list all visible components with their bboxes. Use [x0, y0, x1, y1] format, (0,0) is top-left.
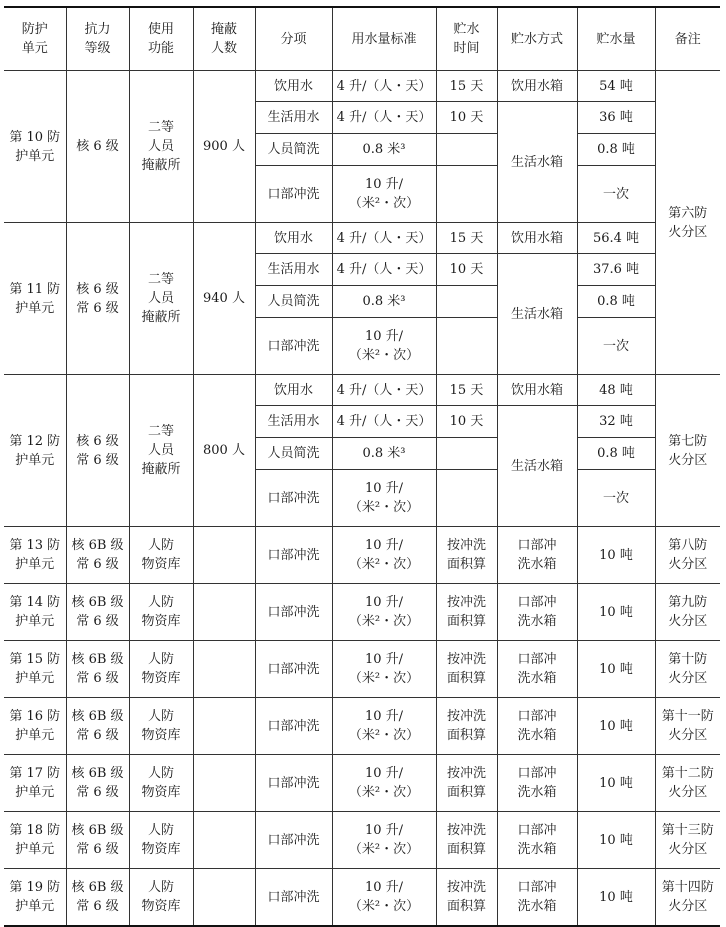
standard-cell: 10 升/ （米²・次）	[332, 318, 436, 375]
time-cell: 按冲洗 面积算	[436, 641, 497, 698]
time-cell: 15 天	[436, 223, 497, 254]
quantity-cell: 10 吨	[577, 641, 655, 698]
item-cell: 口部冲洗	[255, 166, 332, 223]
level-cell: 核 6 级 常 6 级	[66, 375, 129, 527]
item-cell: 生活用水	[255, 254, 332, 286]
people-cell	[193, 527, 255, 584]
table-row	[4, 812, 720, 869]
unit-cell: 第 17 防 护单元	[4, 755, 66, 812]
function-cell: 二等 人员 掩蔽所	[129, 223, 193, 375]
level-cell: 核 6B 级 常 6 级	[66, 584, 129, 641]
people-cell	[193, 869, 255, 927]
time-cell: 10 天	[436, 102, 497, 134]
table-row	[4, 698, 720, 755]
time-cell	[436, 166, 497, 223]
note-cell: 第十四防 火分区	[655, 869, 720, 927]
function-cell: 人防 物资库	[129, 584, 193, 641]
item-cell: 口部冲洗	[255, 527, 332, 584]
method-cell: 口部冲 洗水箱	[497, 755, 577, 812]
function-cell: 人防 物资库	[129, 869, 193, 927]
header-people: 掩蔽 人数	[193, 7, 255, 71]
standard-cell: 10 升/ （米²・次）	[332, 470, 436, 527]
unit-cell: 第 15 防 护单元	[4, 641, 66, 698]
method-cell: 饮用水箱	[497, 375, 577, 406]
level-cell: 核 6 级 常 6 级	[66, 223, 129, 375]
people-cell	[193, 584, 255, 641]
table-row	[4, 71, 720, 102]
table-row	[4, 223, 720, 254]
time-cell	[436, 286, 497, 318]
quantity-cell: 一次	[577, 166, 655, 223]
header-function: 使用 功能	[129, 7, 193, 71]
quantity-cell: 54 吨	[577, 71, 655, 102]
people-cell	[193, 698, 255, 755]
level-cell: 核 6B 级 常 6 级	[66, 698, 129, 755]
standard-cell: 10 升/ （米²・次）	[332, 755, 436, 812]
item-cell: 口部冲洗	[255, 755, 332, 812]
unit-cell: 第 10 防 护单元	[4, 71, 66, 223]
table-row	[4, 755, 720, 812]
item-cell: 饮用水	[255, 375, 332, 406]
people-cell	[193, 812, 255, 869]
method-cell: 口部冲 洗水箱	[497, 812, 577, 869]
function-cell: 人防 物资库	[129, 641, 193, 698]
method-cell: 口部冲 洗水箱	[497, 641, 577, 698]
item-cell: 饮用水	[255, 71, 332, 102]
function-cell: 人防 物资库	[129, 698, 193, 755]
level-cell: 核 6B 级 常 6 级	[66, 755, 129, 812]
method-cell: 生活水箱	[497, 406, 577, 527]
method-cell: 饮用水箱	[497, 71, 577, 102]
standard-cell: 4 升/（人・天）	[332, 254, 436, 286]
note-cell: 第十防 火分区	[655, 641, 720, 698]
quantity-cell: 0.8 吨	[577, 286, 655, 318]
unit-cell: 第 13 防 护单元	[4, 527, 66, 584]
standard-cell: 10 升/ （米²・次）	[332, 527, 436, 584]
method-cell: 生活水箱	[497, 102, 577, 223]
function-cell: 人防 物资库	[129, 755, 193, 812]
header-item: 分项	[255, 7, 332, 71]
header-quantity: 贮水量	[577, 7, 655, 71]
quantity-cell: 10 吨	[577, 584, 655, 641]
time-cell: 按冲洗 面积算	[436, 755, 497, 812]
note-cell: 第九防 火分区	[655, 584, 720, 641]
quantity-cell: 48 吨	[577, 375, 655, 406]
standard-cell: 4 升/（人・天）	[332, 223, 436, 254]
unit-cell: 第 19 防 护单元	[4, 869, 66, 927]
standard-cell: 10 升/ （米²・次）	[332, 584, 436, 641]
table-wrapper	[4, 6, 720, 927]
time-cell: 按冲洗 面积算	[436, 527, 497, 584]
item-cell: 口部冲洗	[255, 584, 332, 641]
note-cell: 第十三防 火分区	[655, 812, 720, 869]
item-cell: 生活用水	[255, 102, 332, 134]
method-cell: 生活水箱	[497, 254, 577, 375]
item-cell: 口部冲洗	[255, 470, 332, 527]
time-cell: 10 天	[436, 406, 497, 438]
method-cell: 口部冲 洗水箱	[497, 869, 577, 927]
header-unit: 防护 单元	[4, 7, 66, 71]
quantity-cell: 0.8 吨	[577, 134, 655, 166]
standard-cell: 0.8 米³	[332, 134, 436, 166]
time-cell: 15 天	[436, 375, 497, 406]
standard-cell: 10 升/ （米²・次）	[332, 698, 436, 755]
standard-cell: 4 升/（人・天）	[332, 102, 436, 134]
quantity-cell: 10 吨	[577, 527, 655, 584]
method-cell: 口部冲 洗水箱	[497, 584, 577, 641]
item-cell: 人员简洗	[255, 438, 332, 470]
quantity-cell: 37.6 吨	[577, 254, 655, 286]
quantity-cell: 32 吨	[577, 406, 655, 438]
time-cell: 15 天	[436, 71, 497, 102]
item-cell: 口部冲洗	[255, 641, 332, 698]
item-cell: 口部冲洗	[255, 869, 332, 927]
people-cell	[193, 755, 255, 812]
time-cell: 按冲洗 面积算	[436, 869, 497, 927]
quantity-cell: 一次	[577, 470, 655, 527]
unit-cell: 第 18 防 护单元	[4, 812, 66, 869]
header-standard: 用水量标准	[332, 7, 436, 71]
method-cell: 口部冲 洗水箱	[497, 698, 577, 755]
unit-cell: 第 11 防 护单元	[4, 223, 66, 375]
people-cell	[193, 641, 255, 698]
quantity-cell: 10 吨	[577, 698, 655, 755]
people-cell: 800 人	[193, 375, 255, 527]
time-cell: 按冲洗 面积算	[436, 812, 497, 869]
standard-cell: 4 升/（人・天）	[332, 71, 436, 102]
header-method: 贮水方式	[497, 7, 577, 71]
function-cell: 人防 物资库	[129, 812, 193, 869]
header-note: 备注	[655, 7, 720, 71]
method-cell: 口部冲 洗水箱	[497, 527, 577, 584]
quantity-cell: 10 吨	[577, 755, 655, 812]
header-row	[4, 7, 720, 71]
people-cell: 940 人	[193, 223, 255, 375]
time-cell: 按冲洗 面积算	[436, 584, 497, 641]
item-cell: 人员简洗	[255, 286, 332, 318]
time-cell: 按冲洗 面积算	[436, 698, 497, 755]
header-time: 贮水 时间	[436, 7, 497, 71]
function-cell: 人防 物资库	[129, 527, 193, 584]
item-cell: 口部冲洗	[255, 812, 332, 869]
quantity-cell: 36 吨	[577, 102, 655, 134]
time-cell: 10 天	[436, 254, 497, 286]
standard-cell: 0.8 米³	[332, 286, 436, 318]
level-cell: 核 6B 级 常 6 级	[66, 641, 129, 698]
quantity-cell: 一次	[577, 318, 655, 375]
time-cell	[436, 438, 497, 470]
table-row	[4, 527, 720, 584]
standard-cell: 10 升/ （米²・次）	[332, 812, 436, 869]
item-cell: 人员简洗	[255, 134, 332, 166]
time-cell	[436, 470, 497, 527]
people-cell: 900 人	[193, 71, 255, 223]
standard-cell: 0.8 米³	[332, 438, 436, 470]
level-cell: 核 6 级	[66, 71, 129, 223]
quantity-cell: 10 吨	[577, 869, 655, 927]
quantity-cell: 10 吨	[577, 812, 655, 869]
item-cell: 生活用水	[255, 406, 332, 438]
unit-cell: 第 12 防 护单元	[4, 375, 66, 527]
unit-cell: 第 14 防 护单元	[4, 584, 66, 641]
function-cell: 二等 人员 掩蔽所	[129, 71, 193, 223]
unit-cell: 第 16 防 护单元	[4, 698, 66, 755]
item-cell: 口部冲洗	[255, 698, 332, 755]
note-cell: 第十二防 火分区	[655, 755, 720, 812]
note-cell: 第十一防 火分区	[655, 698, 720, 755]
function-cell: 二等 人员 掩蔽所	[129, 375, 193, 527]
table-row	[4, 584, 720, 641]
note-cell: 第八防 火分区	[655, 527, 720, 584]
level-cell: 核 6B 级 常 6 级	[66, 869, 129, 927]
item-cell: 口部冲洗	[255, 318, 332, 375]
standard-cell: 4 升/（人・天）	[332, 375, 436, 406]
quantity-cell: 0.8 吨	[577, 438, 655, 470]
method-cell: 饮用水箱	[497, 223, 577, 254]
time-cell	[436, 318, 497, 375]
level-cell: 核 6B 级 常 6 级	[66, 812, 129, 869]
header-level: 抗力 等级	[66, 7, 129, 71]
time-cell	[436, 134, 497, 166]
standard-cell: 10 升/ （米²・次）	[332, 166, 436, 223]
note-cell: 第六防 火分区	[655, 71, 720, 375]
level-cell: 核 6B 级 常 6 级	[66, 527, 129, 584]
note-cell: 第七防 火分区	[655, 375, 720, 527]
quantity-cell: 56.4 吨	[577, 223, 655, 254]
standard-cell: 4 升/（人・天）	[332, 406, 436, 438]
water-storage-table	[4, 6, 720, 927]
standard-cell: 10 升/ （米²・次）	[332, 869, 436, 927]
standard-cell: 10 升/ （米²・次）	[332, 641, 436, 698]
item-cell: 饮用水	[255, 223, 332, 254]
table-row	[4, 641, 720, 698]
table-row	[4, 869, 720, 927]
table-row	[4, 375, 720, 406]
